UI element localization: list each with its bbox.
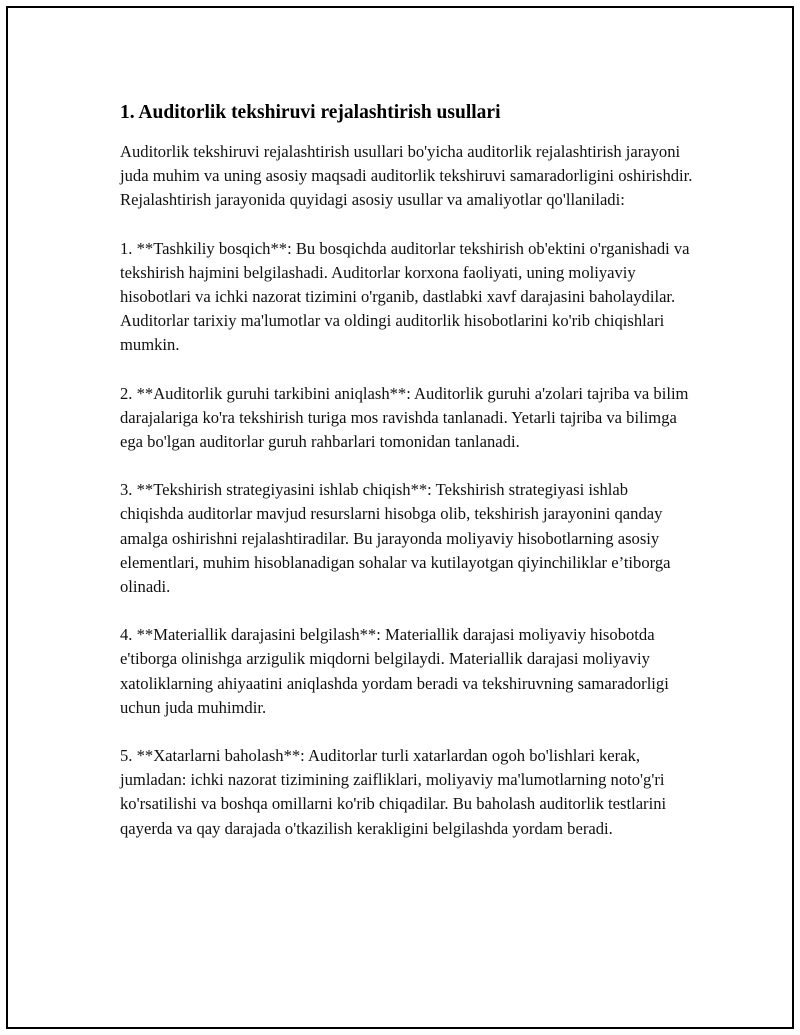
item-5-paragraph: 5. **Xatarlarni baholash**: Auditorlar turli xatarlardan ogoh bo'lishlari kerak, jumladan: ichki nazorat tizimining zaifliklari, moliyaviy ma'lumotlarning noto'g'ri ko'rsatilishi va boshqa omillarni ko'rib chiqadilar. Bu baholash auditorlik testlarini qayerda va qay darajada o'tkazilish kerakligini belgilashda yordam beradi. [120, 746, 667, 838]
section-heading: 1. Auditorlik tekshiruvi rejalashtirish usullari [120, 102, 501, 123]
page-frame [6, 6, 794, 1029]
intro-paragraph: Auditorlik tekshiruvi rejalashtirish usullari bo'yicha auditorlik rejalashtirish jarayoni juda muhim va uning asosiy maqsadi auditorlik tekshiruvi samaradorligini oshirishdir. Rejalashtirish jarayonida quyidagi asosiy usullar va amaliyotlar qo'llaniladi: [120, 142, 693, 210]
item-4-paragraph: 4. **Materiallik darajasini belgilash**: Materiallik darajasi moliyaviy hisobotda e'tiborga olinishga arzigulik miqdorni belgilaydi. Materiallik darajasi moliyaviy xatoliklarning ahiyaatini aniqlashda yordam beradi va tekshiruvning samaradorligi uchun juda muhimdir. [120, 625, 669, 717]
document-body [120, 100, 695, 865]
item-1-paragraph: 1. **Tashkiliy bosqich**: Bu bosqichda auditorlar tekshirish ob'ektini o'rganishadi va tekshirish hajmini belgilashadi. Auditorlar korxona faoliyati, uning moliyaviy hisobotlari va ichki nazorat tizimini o'rganib, dastlabki xavf darajasini baholaydilar. Auditorlar tarixiy ma'lumotlar va oldingi auditorlik hisobotlarini ko'rib chiqishlari mumkin. [120, 238, 690, 355]
item-2-paragraph: 2. **Auditorlik guruhi tarkibini aniqlash**: Auditorlik guruhi a'zolari tajriba va bilim darajalariga ko'ra tekshirish turiga mos ravishda tanlanadi. Yetarli tajriba va bilimga ega bo'lgan auditorlar guruh rahbarlari tomonidan tanlanadi. [120, 383, 689, 452]
item-3-paragraph: 3. **Tekshirish strategiyasini ishlab chiqish**: Tekshirish strategiyasi ishlab chiqishda auditorlar mavjud resurslarni hisobga olib, tekshirish jarayonini qanday amalga oshirishni rejalashtiradilar. Bu jarayonda moliyaviy hisobotlarning asosiy elementlari, muhim hisoblanadigan sohalar va kutilayotgan qiyinchiliklar e’tiborga olinadi. [120, 480, 671, 597]
